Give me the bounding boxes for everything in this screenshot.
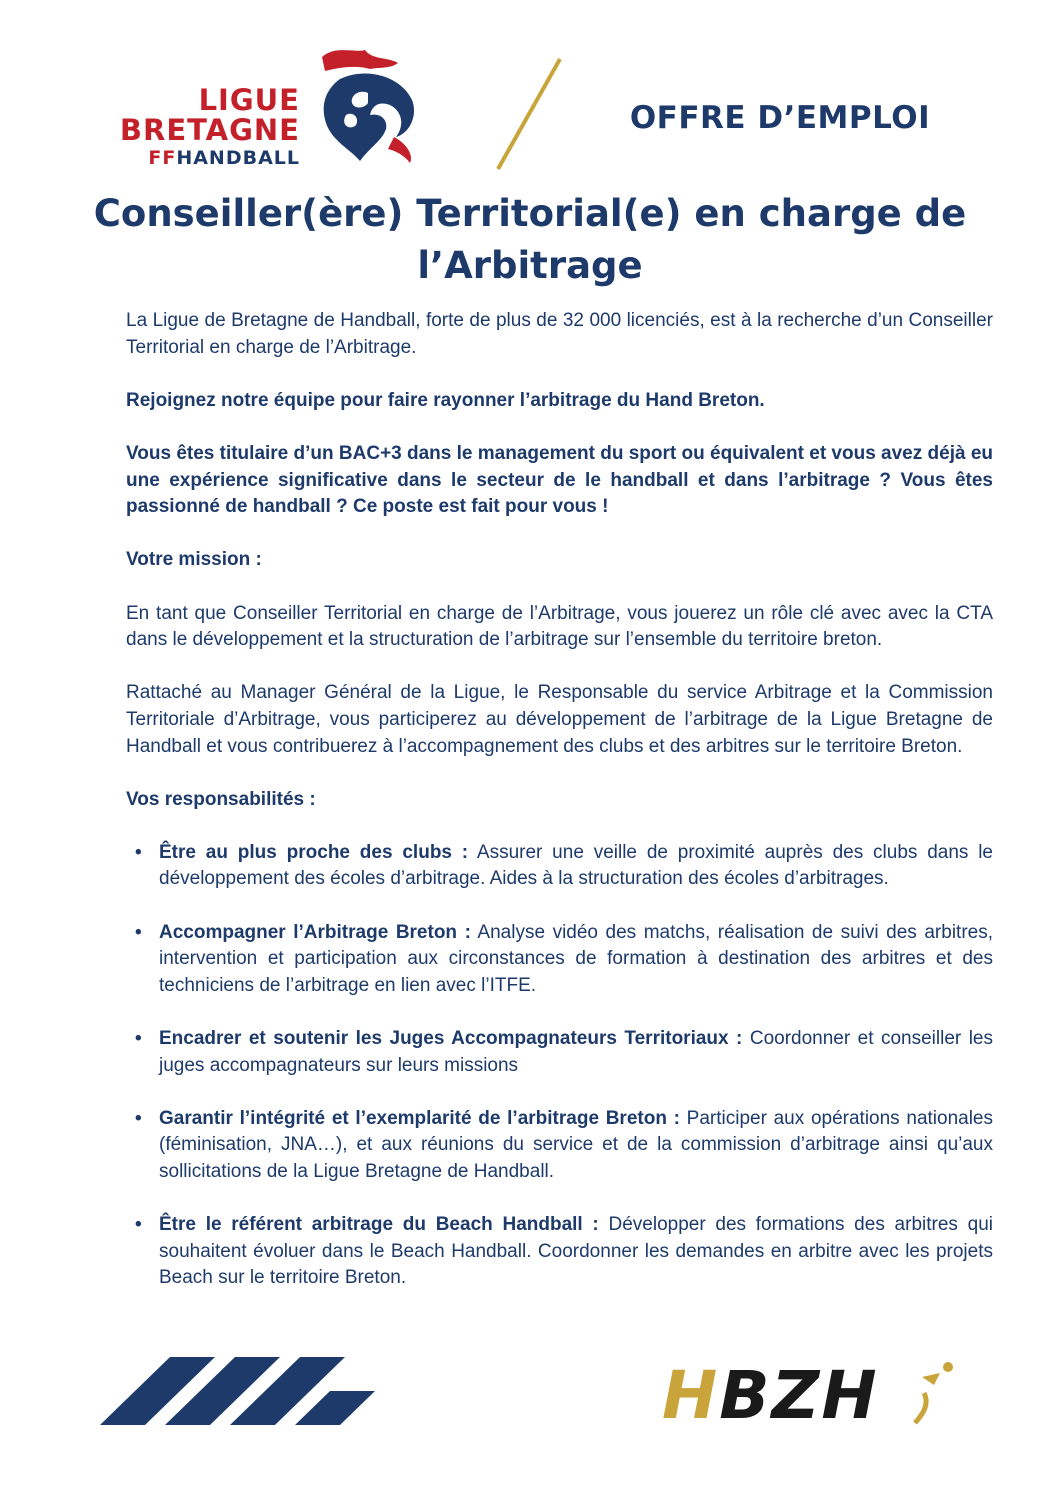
job-offer-label: OFFRE D’EMPLOI	[629, 100, 931, 136]
stripes-decoration-icon	[100, 1355, 390, 1430]
list-item-title: Encadrer et soutenir les Juges Accompagnateurs Territoriaux :	[159, 1028, 743, 1050]
intro-paragraph: La Ligue de Bretagne de Handball, forte de plus de 32 000 licenciés, est à la recherche d’un Conseiller Territorial en charge de l’Arbitrage.	[126, 310, 993, 358]
list-item-text: Assurer une veille de proximité auprès des clubs dans le développement des écoles d’arbitrage. Aides à la structuration des écoles d’arbitrages.	[159, 841, 994, 890]
intro-profile: Vous êtes titulaire d’un BAC+3 dans le management du sport ou équivalent et vous avez déjà eu une expérience significative dans le secteur de le handball et dans l’arbitrage ? Vous êtes passionné de handball ? Ce poste est fait pour vous !	[126, 442, 993, 518]
list-item	[159, 1212, 993, 1292]
intro-call-to-action: Rejoignez notre équipe pour faire rayonner l’arbitrage du Hand Breton.	[126, 389, 765, 411]
list-item	[159, 1026, 993, 1079]
page-title: Conseiller(ère) Territorial(e) en charge de l’Arbitrage	[93, 192, 967, 287]
logo-line-ffhandball	[100, 147, 300, 169]
logo-line-ligue: LIGUE	[198, 83, 300, 117]
mission-heading: Votre mission :	[126, 549, 262, 571]
rooster-icon	[310, 45, 420, 170]
ligue-bretagne-logo	[100, 45, 420, 175]
hbzh-logo	[660, 1355, 970, 1430]
logo-wordmark	[100, 85, 300, 169]
mission-paragraph: En tant que Conseiller Territorial en charge de l’Arbitrage, vous jouerez un rôle clé avec avec la CTA dans le développement et la structuration de l’arbitrage sur l’ensemble du territoire breton.	[126, 602, 993, 651]
list-item-title: Être le référent arbitrage du Beach Handball :	[159, 1214, 599, 1236]
attachment-paragraph: Rattaché au Manager Général de la Ligue, le Responsable du service Arbitrage et la Commission Territoriale d’Arbitrage, vous participerez au développement de l’arbitrage de la Ligue Bretagne de Handball et vous contribuerez à l’accompagnement des clubs et des arbitres sur le territoire Breton.	[126, 682, 993, 757]
responsibilities-list	[126, 840, 993, 1292]
logo-line-bretagne: BRETAGNE	[119, 113, 300, 147]
list-item-title: Être au plus proche des clubs :	[159, 841, 469, 863]
list-item	[159, 840, 993, 893]
hbzh-logo-text: HBZH	[662, 1357, 879, 1430]
list-item-text: Coordonner et conseiller les juges accompagnateurs sur leurs missions	[159, 1028, 993, 1076]
list-item-text: Développer des formations des arbitres qui souhaitent évoluer dans le Beach Handball. Coordonner les demandes en arbitre avec les projets Beach sur le territoire Breton.	[159, 1214, 993, 1289]
list-item-text: Analyse vidéo des matchs, réalisation de suivi des arbitres, intervention et participation aux circonstances de formation à destination des arbitres et des techniciens de l’arbitrage en lien avec l’ITFE.	[159, 921, 993, 996]
list-item-title: Accompagner l’Arbitrage Breton :	[159, 921, 471, 943]
list-item-title: Garantir l’intégrité et l’exemplarité de l’arbitrage Breton :	[159, 1107, 680, 1129]
logo-ff: FF	[148, 147, 177, 169]
gold-divider-icon	[490, 55, 570, 175]
job-description	[126, 308, 993, 1319]
list-item-text: Participer aux opérations nationales (féminisation, JNA…), et aux réunions du service et de la commission d’arbitrage ainsi qu’aux sollicitations de la Ligue Bretagne de Handball.	[159, 1107, 993, 1182]
list-item	[159, 920, 993, 1000]
list-item	[159, 1106, 993, 1186]
responsibilities-heading: Vos responsabilités :	[126, 788, 316, 810]
logo-handball: HANDBALL	[176, 147, 300, 169]
